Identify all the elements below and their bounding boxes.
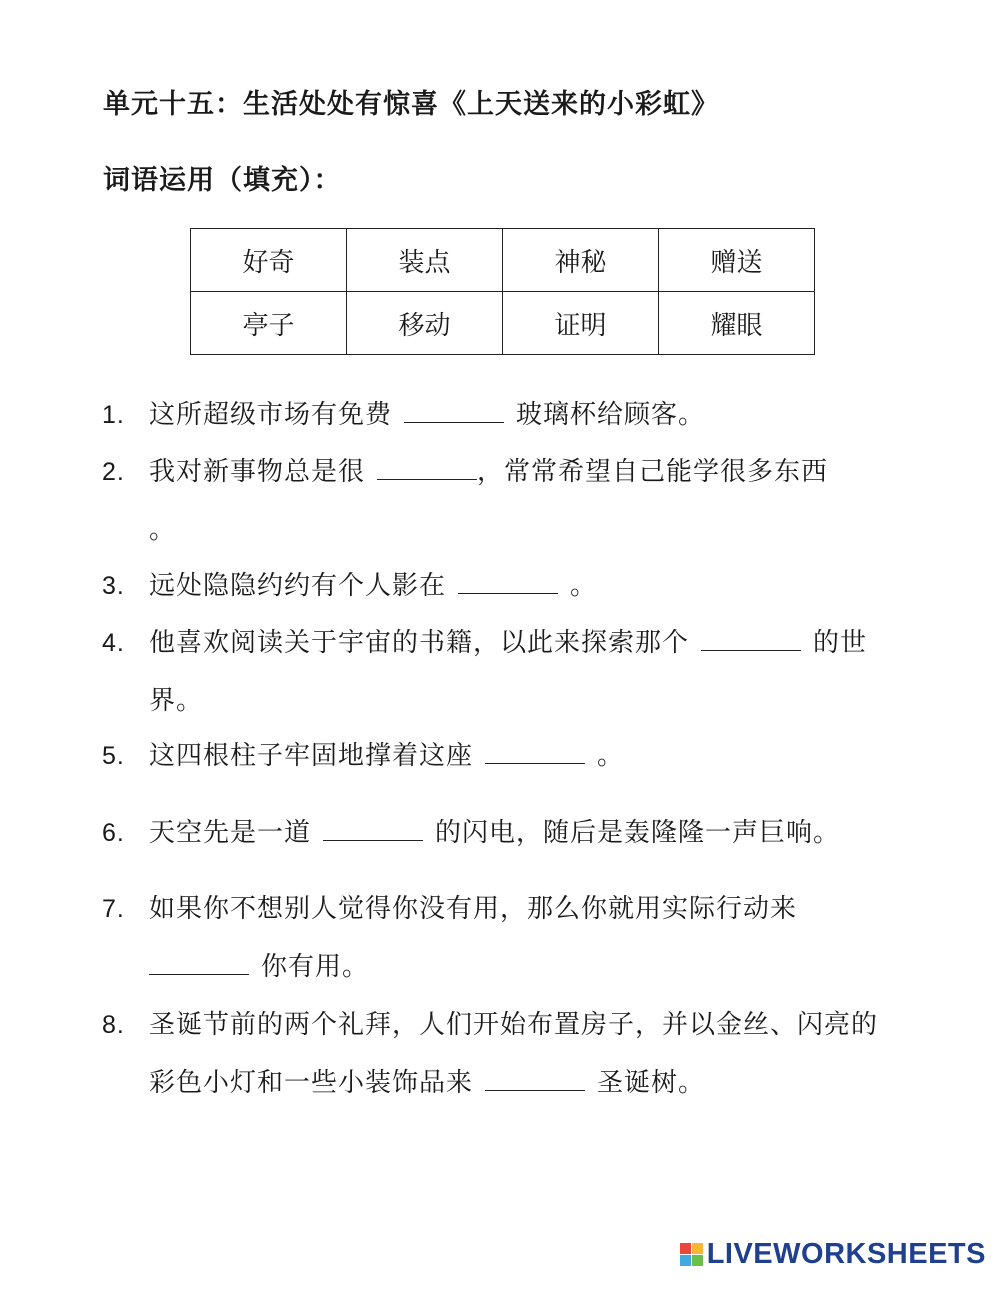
word-cell: 耀眼	[659, 292, 815, 355]
question-text-after: 。	[570, 571, 598, 601]
liveworksheets-logo[interactable]	[680, 1238, 986, 1271]
question-4	[102, 614, 909, 730]
question-7	[102, 880, 869, 996]
question-text-before: 如果你不想别人觉得你没有用，那么你就用实际行动来	[149, 894, 798, 924]
question-text-after: 。	[597, 741, 625, 771]
question-text-after: 你有用。	[261, 952, 370, 982]
question-text-before: 远处隐隐约约有个人影在	[149, 571, 447, 601]
question-text-after: ，常常希望自己能学很多东西 。	[149, 457, 829, 545]
question-text	[149, 443, 859, 559]
question-text	[149, 804, 949, 862]
page-title: 单元十五：生活处处有惊喜《上天送来的小彩虹》	[103, 89, 719, 120]
question-number: 8.	[102, 1011, 125, 1039]
question-text	[149, 727, 909, 785]
logo-block-green	[692, 1255, 703, 1266]
answer-blank-5[interactable]	[485, 741, 585, 764]
question-text-after: 的世界。	[149, 628, 868, 716]
logo-block-blue	[680, 1255, 691, 1266]
answer-blank-3[interactable]	[458, 571, 558, 594]
question-text-before: 圣诞节前的两个礼拜，人们开始布置房子，并以金丝、闪亮的彩色小灯和一些小装饰品来	[149, 1010, 879, 1098]
table-row	[191, 229, 815, 292]
question-text-before: 他喜欢阅读关于宇宙的书籍，以此来探索那个	[149, 628, 690, 658]
word-cell: 移动	[347, 292, 503, 355]
section-heading: 词语运用（填充）：	[103, 165, 342, 196]
answer-blank-6[interactable]	[323, 818, 423, 841]
question-number: 5.	[102, 742, 125, 770]
question-1	[102, 386, 909, 444]
question-text-after: 玻璃杯给顾客。	[516, 400, 706, 430]
question-number: 2.	[102, 458, 125, 486]
question-text-after: 的闪电，随后是轰隆隆一声巨响。	[435, 818, 841, 848]
word-cell: 证明	[503, 292, 659, 355]
question-text-before: 我对新事物总是很	[149, 457, 366, 487]
question-5	[102, 727, 909, 785]
question-2	[102, 443, 859, 559]
question-number: 6.	[102, 819, 125, 847]
question-text-before: 天空先是一道	[149, 818, 312, 848]
question-number: 7.	[102, 895, 125, 923]
question-text-before: 这所超级市场有免费	[149, 400, 393, 430]
word-cell: 赠送	[659, 229, 815, 292]
question-number: 4.	[102, 629, 125, 657]
answer-blank-7[interactable]	[149, 952, 249, 975]
answer-blank-1[interactable]	[404, 400, 504, 423]
word-cell: 好奇	[191, 229, 347, 292]
question-8	[102, 996, 889, 1112]
question-text-after: 圣诞树。	[597, 1068, 706, 1098]
question-6	[102, 804, 949, 862]
question-text	[149, 557, 909, 615]
question-3	[102, 557, 909, 615]
word-cell: 装点	[347, 229, 503, 292]
question-text	[149, 880, 869, 996]
answer-blank-8[interactable]	[485, 1068, 585, 1091]
word-cell: 神秘	[503, 229, 659, 292]
logo-block-red	[680, 1243, 691, 1254]
table-row	[191, 292, 815, 355]
question-number: 1.	[102, 401, 125, 429]
answer-blank-2[interactable]	[377, 457, 477, 480]
question-text	[149, 614, 909, 730]
question-text-before: 这四根柱子牢固地撑着这座	[149, 741, 474, 771]
logo-text: LIVEWORKSHEETS	[706, 1238, 986, 1270]
question-number: 3.	[102, 572, 125, 600]
word-bank-table	[190, 228, 815, 355]
question-text	[149, 386, 909, 444]
word-cell: 亭子	[191, 292, 347, 355]
question-text	[149, 996, 889, 1112]
logo-icon	[680, 1243, 703, 1266]
answer-blank-4[interactable]	[701, 628, 801, 651]
logo-block-yellow	[692, 1243, 703, 1254]
